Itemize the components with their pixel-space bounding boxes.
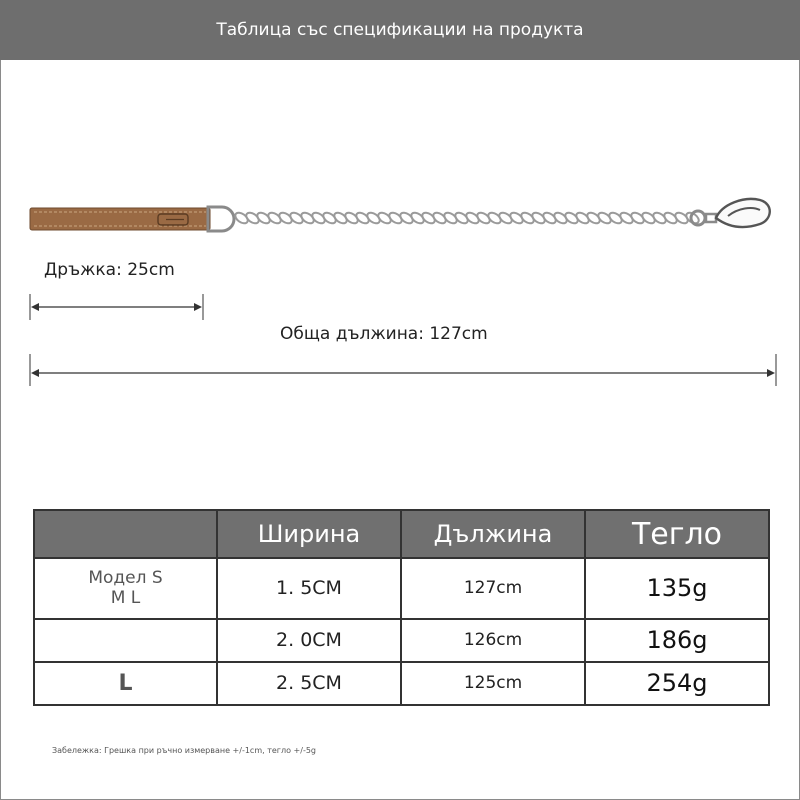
page-header [0, 0, 800, 60]
handle-length-label: Дръжка: 25cm [44, 260, 175, 280]
model-cell [34, 619, 217, 662]
header-weight: Тегло [585, 510, 769, 558]
spec-table [33, 509, 770, 706]
arrow-left-icon [31, 303, 39, 311]
weight-cell: 135g [585, 558, 769, 619]
leash-illustration [0, 190, 800, 250]
table-header-row [34, 510, 769, 558]
length-cell: 126cm [401, 619, 585, 662]
width-cell: 2. 0CM [217, 619, 401, 662]
header-width: Ширина [217, 510, 401, 558]
table-row [34, 619, 769, 662]
arrow-left-icon [31, 369, 39, 377]
dimension-arrows [0, 290, 800, 390]
width-cell: 2. 5CM [217, 662, 401, 705]
length-cell: 127cm [401, 558, 585, 619]
width-cell: 1. 5CM [217, 558, 401, 619]
measurement-note: Забележка: Грешка при ръчно измерване +/-1cm, тегло +/-5g [52, 746, 316, 755]
length-cell: 125cm [401, 662, 585, 705]
header-length: Дължина [401, 510, 585, 558]
model-cell [34, 558, 217, 619]
weight-cell: 254g [585, 662, 769, 705]
weight-cell: 186g [585, 619, 769, 662]
model-cell: L [34, 662, 217, 705]
total-length-label: Обща дължина: 127cm [280, 324, 488, 344]
arrow-right-icon [194, 303, 202, 311]
table-row [34, 662, 769, 705]
d-ring [208, 207, 234, 231]
page-title: Таблица със спецификации на продукта [216, 20, 584, 40]
arrow-right-icon [767, 369, 775, 377]
model-label: Модел S M L [88, 568, 163, 609]
table-row [34, 558, 769, 619]
chain [233, 211, 700, 226]
swivel [706, 214, 716, 222]
header-model [34, 510, 217, 558]
snap-clasp [716, 199, 770, 227]
